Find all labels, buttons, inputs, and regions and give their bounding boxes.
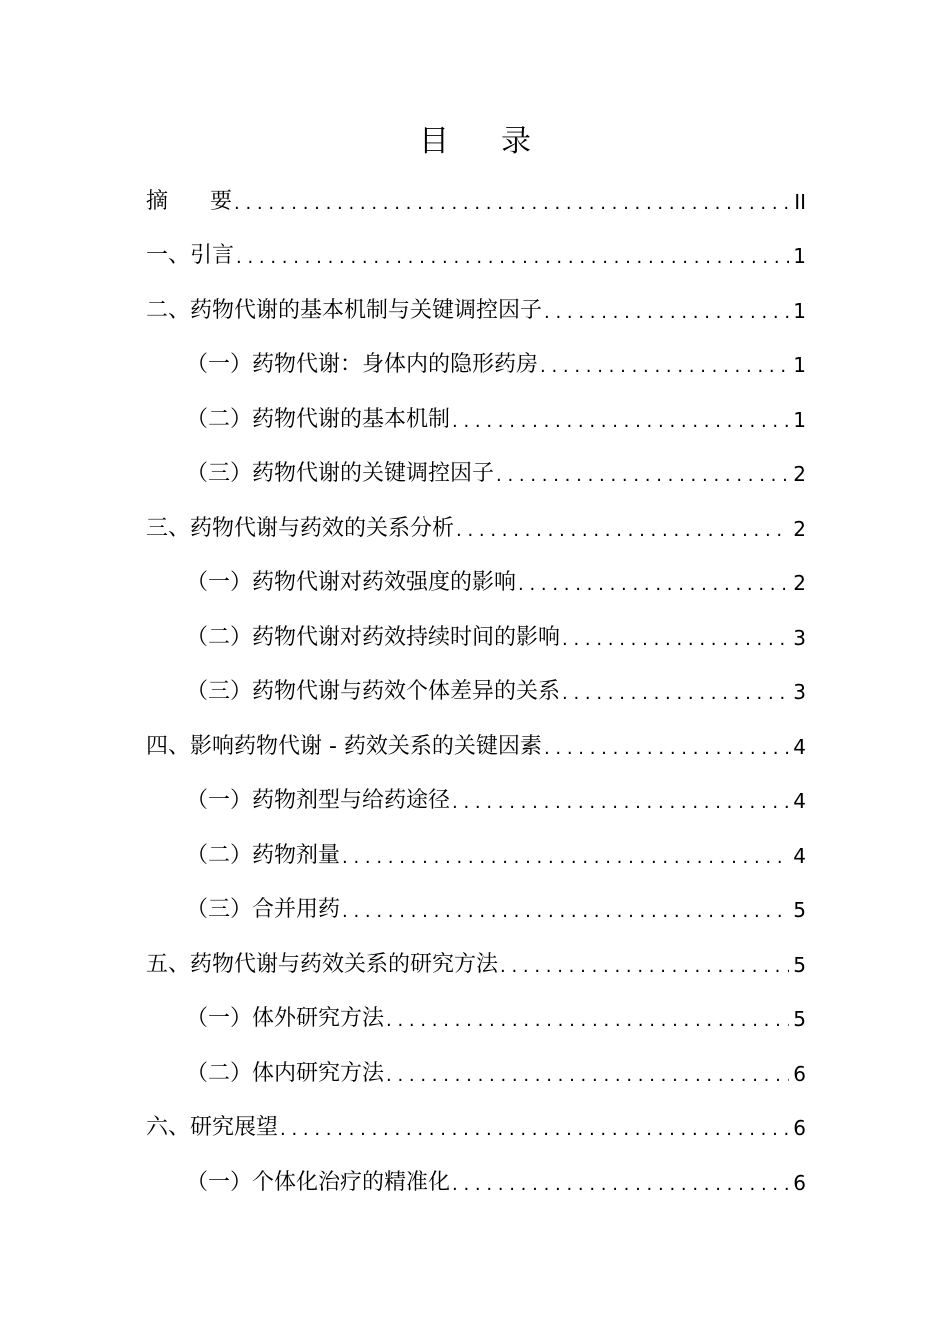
dot-leader (498, 942, 789, 992)
toc-entry-label: （一）药物代谢：身体内的隐形药房 (186, 352, 539, 377)
toc-entry-1[interactable] (146, 229, 806, 284)
toc-entry-3-3[interactable] (146, 665, 806, 720)
toc-entry-page-number: 4 (793, 789, 806, 813)
toc-entry-2-2[interactable] (146, 392, 806, 447)
dot-leader (494, 451, 789, 501)
dot-leader (384, 1051, 789, 1101)
toc-entry-abstract[interactable] (146, 174, 806, 229)
toc-entry-label: 一、引言 (146, 243, 235, 268)
toc-entry-page-number: 1 (793, 298, 806, 323)
toc-entry-label-part-1: 摘 (146, 188, 169, 214)
dot-leader (450, 778, 789, 828)
dot-leader (542, 724, 789, 774)
toc-title-part-1: 目 (419, 124, 449, 159)
dot-leader (340, 887, 789, 937)
toc-entry-page-number: 2 (793, 462, 806, 486)
toc-entry-6-1[interactable] (146, 1155, 806, 1210)
toc-entry-label: （二）药物代谢的基本机制 (186, 406, 451, 432)
toc-entry-3[interactable] (146, 501, 806, 556)
toc-list (146, 174, 806, 1210)
toc-entry-page-number: II (794, 189, 806, 214)
toc-entry-page-number: 3 (793, 680, 806, 704)
toc-entry-label: （二）药物代谢对药效持续时间的影响 (186, 624, 561, 650)
toc-entry-2-1[interactable] (146, 338, 806, 393)
toc-entry-label: 四、影响药物代谢 - 药效关系的关键因素 (146, 733, 542, 759)
toc-entry-page-number: 6 (793, 1061, 806, 1086)
toc-entry-2[interactable] (146, 283, 806, 338)
dot-leader (542, 288, 789, 338)
toc-entry-label: （一）体外研究方法 (186, 1006, 385, 1031)
toc-entry-page-number: 5 (793, 1007, 806, 1031)
toc-entry-label: 三、药物代谢与药效的关系分析 (146, 515, 455, 541)
toc-title (0, 118, 950, 166)
toc-entry-4-2[interactable] (146, 828, 806, 883)
toc-entry-label: （三）药物代谢与药效个体差异的关系 (186, 679, 561, 704)
toc-entry-page-number: 1 (793, 244, 806, 268)
toc-entry-label: （二）体内研究方法 (186, 1060, 385, 1086)
toc-entry-label: （三）合并用药 (186, 897, 341, 922)
dot-leader (278, 1105, 789, 1155)
toc-entry-label: 二、药物代谢的基本机制与关键调控因子 (146, 297, 543, 323)
dot-leader (340, 833, 789, 883)
toc-entry-page-number: 4 (793, 734, 806, 759)
toc-entry-page-number: 5 (793, 952, 806, 977)
toc-entry-3-1[interactable] (146, 556, 806, 611)
toc-entry-page-number: 2 (793, 571, 806, 595)
toc-entry-2-3[interactable] (146, 447, 806, 502)
toc-entry-4-1[interactable] (146, 774, 806, 829)
toc-entry-page-number: 3 (793, 625, 806, 650)
toc-entry-page-number: 1 (793, 407, 806, 432)
dot-leader (450, 1160, 789, 1210)
toc-entry-page-number: 6 (793, 1170, 806, 1195)
toc-entry-5[interactable] (146, 937, 806, 992)
toc-entry-page-number: 4 (793, 843, 806, 868)
dot-leader (538, 342, 789, 392)
toc-entry-label: 六、研究展望 (146, 1115, 279, 1140)
toc-entry-label: （三）药物代谢的关键调控因子 (186, 461, 495, 486)
dot-leader (232, 179, 790, 229)
toc-entry-page-number: 1 (793, 353, 806, 377)
toc-entry-3-2[interactable] (146, 610, 806, 665)
toc-entry-page-number: 6 (793, 1116, 806, 1140)
toc-entry-label: （一）个体化治疗的精准化 (186, 1169, 451, 1195)
toc-entry-4-3[interactable] (146, 883, 806, 938)
toc-entry-5-1[interactable] (146, 992, 806, 1047)
toc-entry-label: （二）药物剂量 (186, 842, 341, 868)
toc-entry-6[interactable] (146, 1101, 806, 1156)
toc-entry-5-2[interactable] (146, 1046, 806, 1101)
dot-leader (560, 615, 789, 665)
toc-entry-label (146, 175, 232, 229)
toc-entry-label: （一）药物剂型与给药途径 (186, 788, 451, 813)
toc-entry-4[interactable] (146, 719, 806, 774)
toc-entry-label-part-2: 要 (210, 188, 233, 214)
toc-entry-label: （一）药物代谢对药效强度的影响 (186, 570, 517, 595)
dot-leader (454, 506, 789, 556)
dot-leader (560, 669, 789, 719)
toc-entry-page-number: 2 (793, 516, 806, 541)
toc-entry-label: 五、药物代谢与药效关系的研究方法 (146, 951, 499, 977)
toc-title-part-2: 录 (501, 124, 531, 159)
dot-leader (516, 560, 789, 610)
dot-leader (450, 397, 789, 447)
dot-leader (384, 996, 789, 1046)
dot-leader (234, 233, 789, 283)
toc-entry-page-number: 5 (793, 898, 806, 922)
